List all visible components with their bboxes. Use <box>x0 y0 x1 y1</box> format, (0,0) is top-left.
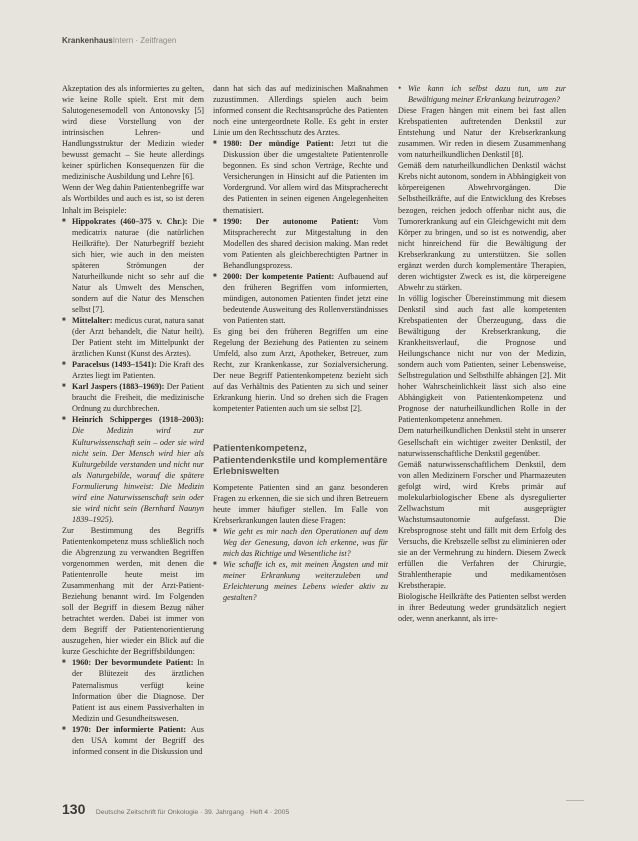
item-text: In der Blütezeit des ärztlichen Paternalismus verfügt keine Information über die Diagnose. Der Patient ist aus einem Passiverhalten in Medizin und Gesundheitswesen. <box>72 658 204 723</box>
item-text: Aus den USA kommt der Begriff des informed consent in die Diskussion und <box>72 724 204 756</box>
item-text: Die Kraft des Arztes liegt im Patienten. <box>72 360 204 381</box>
paragraph: Diese Fragen hängen mit einem bei fast allen Krebspatienten auftretenden Denkstil zur Entstehung und Natur der Krebserkrankung zusammen. Wir reden in diesem Zusammenhang vom naturheilkundlichen Denkstil [8]. <box>398 106 566 160</box>
paragraph: Wenn der Weg dahin Patientenbegriffe war als Wortbildes und auch es ist, so ist deren Inhalt im Beispiele: <box>62 183 204 215</box>
header-section: Krankenhaus <box>62 36 113 45</box>
list-item: ■ Wie geht es mir nach den Operationen auf dem Weg der Genesung, davon ich erkenne, was für mich das Richtige und Wesentliche ist? <box>213 526 388 559</box>
column-middle <box>213 83 388 603</box>
item-text: Aufbauend auf den früheren Begriffen vom informierten, mündigen, autonomen Patienten findet jetzt eine bedeutende Ausweitung des Rollenverständnisses von Patienten statt. <box>223 271 388 325</box>
paragraph: Biologische Heilkräfte des Patienten selbst werden in ihrer Bedeutung weder grundsätzlich negiert oder, wenn anerkannt, als irre- <box>398 592 566 624</box>
list-item: ■ Wie schaffe ich es, mit meinen Ängsten und mit meiner Erkrankung weiterzuleben und Erleichterung meines Lebens wieder aktiv zu gestalten? <box>213 559 388 603</box>
item-label: Karl Jaspers (1883–1969): <box>72 382 167 392</box>
item-label: Mittelalter: <box>72 315 115 325</box>
journal-source: Deutsche Zeitschrift für Onkologie · 39. Jahrgang · Heft 4 · 2005 <box>95 809 290 816</box>
example-list <box>62 216 204 525</box>
history-list-continued <box>213 138 388 326</box>
item-text: Vom Mitspracherecht zur Mitgestaltung in den Modellen des shared decision making. Man redet vom Patienten als gleichberechtigten Partner in Behandlungsprozess. <box>223 216 388 270</box>
item-label: 1980: Der mündige Patient: <box>223 139 341 149</box>
item-label: Heinrich Schipperges (1918–2003): <box>72 415 204 425</box>
column-right <box>398 83 566 624</box>
item-text: Der Patient braucht die Freiheit, die medizinische Ordnung zu durchbrechen. <box>72 382 205 414</box>
question-list <box>213 526 388 603</box>
page-number: 130 <box>62 801 86 817</box>
item-label: 1960: Der bevormundete Patient: <box>72 658 198 668</box>
paragraph: Zur Bestimmung des Begriffs Patientenkompetenz muss schließlich noch die Abgrenzung zu verwandten Begriffen vorgenommen werden, mit denen die Patientenrolle heute meist im Zusammenhang mit der Arzt-Patient-Beziehung benannt wird. Im Folgenden soll der Begriff in diesem Bezug näher betrachtet werden. Dabei ist immer von dem Begriff der Patientenorientierung auszugehen, hier wieder ein Blick auf die kurze Geschichte der Begriffsbildungen: <box>62 525 204 657</box>
history-list <box>62 657 204 756</box>
list-item <box>62 359 204 381</box>
running-header <box>62 36 176 45</box>
paragraph: Kompetente Patienten sind an ganz besonderen Fragen zu erkennen, die sie sich und ihren Betreuern heute immer häufiger stellen. Im Falle von Krebserkrankungen lauten diese Fragen: <box>213 482 388 526</box>
list-item <box>213 271 388 326</box>
list-item <box>62 381 204 414</box>
paragraph: Gemäß naturwissenschaftlichem Denkstil, dem von allen Medizinern Forscher und Pharmazeuten gefolgt wird, wird Krebs primär auf molekularbiologischer Ebene als dysregulierter Zellwachstum mit ausgeprägter Wachstumsautonomie aufgefasst. Die Krebsprognose steht und fällt mit dem Erfolg des Versuchs, die Krebszelle selbst zu eliminieren oder sie an der Vermehrung zu hindern. Diesem Zweck erfüllen die Verfahren der Chirurgie, Strahlentherapie und medikamentösen Krebstherapie. <box>398 459 566 591</box>
paragraph: Gemäß dem naturheilkundlichen Denkstil wächst Krebs nicht autonom, sondern in Abhängigkeit von körpereigenen Abwehrvorgängen. Die Selbstheilkräfte, auf die Entwicklung des Krebses bezogen, reichen jedoch offenbar nicht aus, die Tumorerkrankung auf ein Gleichgewicht mit dem Körper zu bringen, und so ist es notwendig, aber nicht hinreichend für die Bewältigung der Krebserkrankung zu unterstützen. Sie sollen ergänzt werden durch komplementäre Therapien, deren wichtigster Zweck es ist, die körpereigene Abwehr zu stärken. <box>398 161 566 292</box>
list-item <box>62 315 204 359</box>
list-item <box>62 216 204 315</box>
list-item <box>213 138 388 215</box>
item-text: Die Medizin wird zur Kulturwissenschaft sein – oder sie wird nicht sein. Der Mensch wird hier als Kulturgebilde verstanden und nicht nur als Naturgebilde, worauf die spätere Formulierung hinweist: Die Medizin wird eine Naturwissenschaft sein oder sie wird nicht sein (Bernhard Naunyn 1839–1925). <box>72 426 204 524</box>
paragraph: Akzeptation des als informiertes zu gelten, wie keine Rolle spielt. Erst mit dem Salutogenesemodell von Antonovsky [5] wird diese Vorstellung von der intrinsischen Lehren- und Handlungsstruktur der Medizin wieder bewusst gemacht – Sie heute allerdings keiner spürlichen Konsequenzen für die medizinische Ausbildung und Lehre [6]. <box>62 84 204 182</box>
paragraph: dann hat sich das auf medizinischen Maßnahmen zuzustimmen. Allerdings spielen auch beim informed consent die Rechtsansprüche des Patienten noch eine untergeordnete Rolle. Es geht in erster Linie um den Rechtsschutz des Arztes. <box>213 84 388 138</box>
item-text: Die medicatrix naturae (die natürlichen Heilkräfte). Der Naturbegriff bezieht sich hier, wie auch in den meisten späteren Strömungen der Naturheilkunde nicht so sehr auf die Natur als Umwelt des Menschen, sondern auf die Natur des Menschen selbst [7]. <box>72 216 204 314</box>
item-text: Jetzt tut die Diskussion über die umgestaltete Patientenrolle begonnen. Es sind schon Verträge, Rechte und Versicherungen in Hinsicht auf die Patienten im Vordergrund. Vor allem wird das Mitspracherecht des Patienten in seinen eigenen Angelegenheiten thematisiert. <box>223 139 388 215</box>
list-item <box>62 657 204 723</box>
column-left <box>62 83 204 757</box>
item-label: Paracelsus (1493–1541): <box>72 360 160 370</box>
list-item <box>62 724 204 757</box>
item-label: 1970: Der informierte Patient: <box>72 724 191 734</box>
item-label: Hippokrates (460–375 v. Chr.): <box>72 216 193 226</box>
item-label: 2000: Der kompetente Patient: <box>223 271 338 281</box>
item-label: 1990: Der autonome Patient: <box>223 216 373 226</box>
footer-divider <box>566 800 584 801</box>
page-footer <box>62 801 289 819</box>
list-item <box>62 414 204 524</box>
list-item: • Wie kann ich selbst dazu tun, um zur Bewältigung meiner Erkrankung beizutragen? <box>398 83 566 105</box>
list-item <box>213 216 388 271</box>
question-list-continued <box>398 83 566 105</box>
paragraph: Es ging bei den früheren Begriffen um eine Regelung der Beziehung des Patienten zu seinem Umfeld, also zum Arzt, Apotheker, Betreuer, zum Recht, zur Krankenkasse, zur Sozialversicherung. Der neue Begriff Patientenkompetenz bezieht sich auf das Verhältnis des Patienten zu sich und seiner Erkrankung hierin. Und so drehen sich die Fragen kompetenter Patienten auch um sie selbst [2]. <box>213 327 388 414</box>
section-heading: Patientenkompetenz, Patientendenkstile und komplementäre Erlebniswelten <box>213 442 388 477</box>
paragraph: In völlig logischer Übereinstimmung mit diesem Denkstil sind auch fast alle kompetenten Krebspatienten der Überzeugung, dass die Bewältigung der Krebserkrankung, die Krankheitsverlauf, die Prognose und Heilungschance nicht nur von der Medizin, sondern auch vom Patienten, seiner Lebensweise, Selbstregulation und Selbsthilfe abhängen [2]. Mit hoher Wahrscheinlichkeit lässt sich also eine Abhängigkeit von Patientenkompetenz und Prognose der naturheilkundlichen Rolle in der Patientenkompetenz annehmen. <box>398 293 566 425</box>
header-subsection: Intern · Zeitfragen <box>112 36 177 45</box>
item-text: medicus curat, natura sanat (der Arzt behandelt, die Natur heilt). Der Patient steht im Mittelpunkt der ärztlichen Kunst (Kunst des Arztes). <box>72 315 204 359</box>
paragraph: Dem naturheilkundlichen Denkstil steht in unserer Gesellschaft ein wichtiger zweiter Denkstil, der naturwissenschaftliche Denkstil gegenüber. <box>398 426 566 458</box>
